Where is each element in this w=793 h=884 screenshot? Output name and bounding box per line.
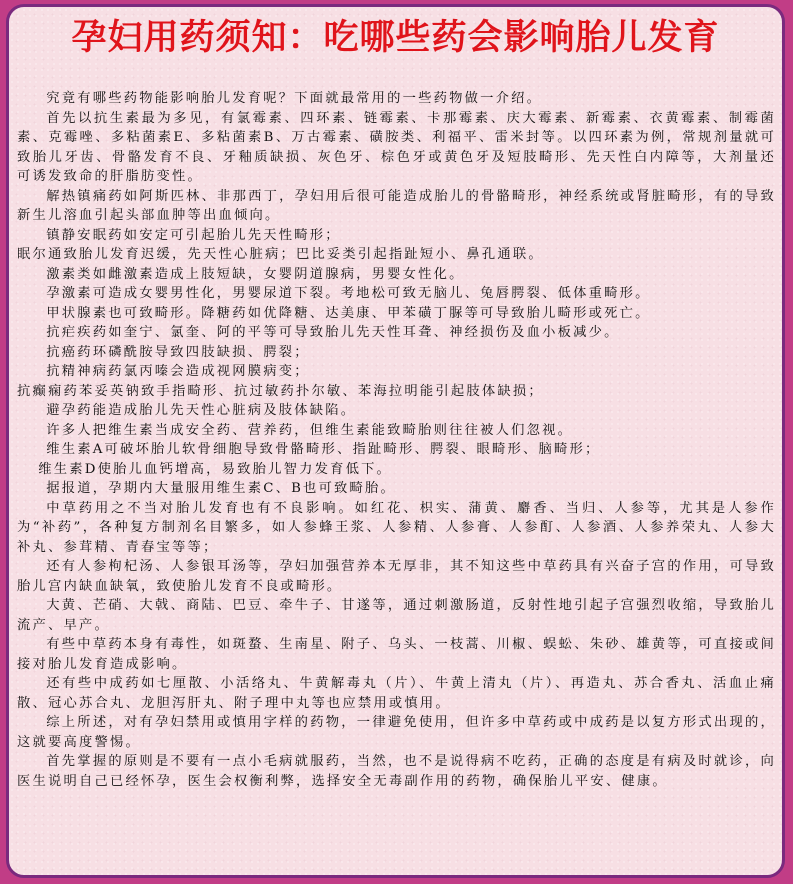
page-title: 孕妇用药须知：吃哪些药会影响胎儿发育 (71, 18, 720, 58)
paragraph: 综上所述，对有孕妇禁用或慎用字样的药物，一律避免使用，但许多中草药或中成药是以复方形式出现的，这就要高度警惕。 (17, 715, 776, 750)
paragraph: 眠尔通致胎儿发育迟缓，先天性心脏病；巴比妥类引起指趾短小、鼻孔通联。 (17, 247, 544, 262)
paragraph: 据报道，孕期内大量服用维生素C、B也可致畸胎。 (46, 481, 397, 496)
paragraph: 维生素D使胎儿血钙增高，易致胎儿智力发育低下。 (38, 461, 393, 477)
paragraph: 抗癌药环磷酰胺导致四肢缺损、腭裂； (46, 344, 310, 360)
paragraph: 抗疟疾药如奎宁、氯奎、阿的平等可导致胎儿先天性耳聋、神经损伤及血小板减少。 (46, 325, 620, 340)
paragraph: 镇静安眠药如安定可引起胎儿先天性畸形； (46, 227, 341, 243)
paragraph: 有些中草药本身有毒性，如斑蝥、生南星、附子、乌头、一枝蒿、川椒、蜈蚣、朱砂、雄黄等，可直接或间接对胎儿发育造成影响。 (17, 637, 776, 672)
paragraph: 首先以抗生素最为多见，有氯霉素、四环素、链霉素、卡那霉素、庆大霉素、新霉素、衣黄霉素、制霉菌素、克霉唑、多粘菌素E、多粘菌素B、万古霉素、磺胺类、利福平、雷米封等。以四环素为例，常规剂量就可致胎儿牙齿、骨骼发育不良、牙釉质缺损、灰色牙、棕色牙或黄色牙及短肢畸形、先天性白内障等，大剂量还可诱发致命的肝脂肪变性。 (17, 110, 776, 184)
paragraph: 抗精神病药氯丙嗪会造成视网膜病变； (46, 364, 310, 379)
paragraph: 孕激素可造成女婴男性化，男婴尿道下裂。考地松可致无脑儿、兔唇腭裂、低体重畸形。 (46, 286, 651, 301)
paragraph: 甲状腺素也可致畸形。降糖药如优降糖、达美康、甲苯磺丁脲等可导致胎儿畸形或死亡。 (46, 305, 651, 321)
paragraph: 中草药用之不当对胎儿发育也有不良影响。如红花、枳实、蒲黄、麝香、当归、人参等，尤其是人参作为“补药”，各种复方制剂名目繁多，如人参蜂王浆、人参精、人参膏、人参酊、人参酒、人参养荣丸、人参大补丸、参茸精、青春宝等等； (17, 500, 776, 555)
paragraph: 激素类如雌激素造成上肢短缺，女婴阴道腺病，男婴女性化。 (46, 266, 465, 282)
paragraph: 首先掌握的原则是不要有一点小毛病就服药，当然，也不是说得病不吃药，正确的态度是有病及时就诊，向医生说明自己已经怀孕，医生会权衡利弊，选择安全无毒副作用的药物，确保胎儿平安、健康。 (17, 754, 776, 789)
paragraph: 许多人把维生素当成安全药、营养药，但维生素能致畸胎则往往被人们忽视。 (46, 422, 574, 438)
paragraph: 究竟有哪些药物能影响胎儿发育呢？下面就最常用的一些药物做一介绍。 (46, 91, 543, 106)
article-body (17, 89, 776, 791)
paragraph: 抗癫痫药苯妥英钠致手指畸形、抗过敏药扑尔敏、苯海拉明能引起肢体缺损； (17, 383, 544, 399)
paragraph: 解热镇痛药如阿斯匹林、非那西丁，孕妇用后很可能造成胎儿的骨骼畸形，神经系统或肾脏畸形，有的导致新生儿溶血引起头部血肿等出血倾向。 (17, 188, 776, 223)
paragraph: 大黄、芒硝、大戟、商陆、巴豆、牵牛子、甘遂等，通过刺激肠道，反射性地引起子宫强烈收缩，导致胎儿流产、早产。 (17, 598, 776, 633)
paragraph: 还有人参枸杞汤、人参银耳汤等，孕妇加强营养本无厚非，其不知这些中草药具有兴奋子宫的作用，可导致胎儿宫内缺血缺氧，致使胎儿发育不良或畸形。 (17, 559, 776, 594)
paragraph: 维生素A可破坏胎儿软骨细胞导致骨骼畸形、指趾畸形、腭裂、眼畸形、脑畸形； (46, 442, 601, 457)
paragraph: 避孕药能造成胎儿先天性心脏病及肢体缺陷。 (46, 403, 357, 418)
paragraph: 还有些中成药如七厘散、小活络丸、牛黄解毒丸（片）、牛黄上清丸（片）、再造丸、苏合香丸、活血止痛散、冠心苏合丸、龙胆泻肝丸、附子理中丸等也应禁用或慎用。 (17, 676, 776, 711)
poster-frame (6, 4, 785, 878)
